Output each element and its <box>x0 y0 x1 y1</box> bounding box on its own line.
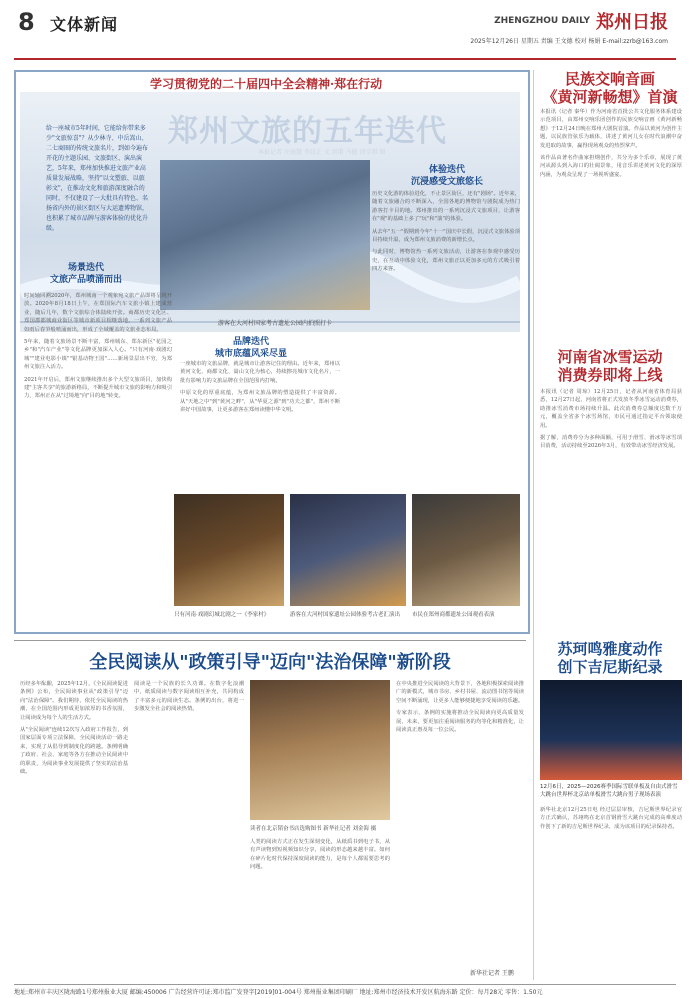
reading-col2: 阅读是一个民族的长久功课。在数字化浪潮中，纸质阅读与数字阅读相互补充，共同构成了丰富多元的阅读生态。条例的出台，将进一步激发全社会的阅读热情。 <box>134 681 244 713</box>
feature-col1-para: 5年来，随着文旅场景不断丰富，郑州城东、郑东新区"花园之乡"和"汽车产业"等文化品牌更加深入人心。"只有河南·戏剧幻城""建业电影小镇""银基动物王国"……新场景层出不穷，为郑州文旅注入活力。 <box>24 339 172 371</box>
feature-col3-para: 从去年"五一"假期到今年"十一"国庆中长假，沉浸式文旅体验项目持续升温，成为郑州文旅消费的新增长点。 <box>372 228 520 244</box>
feature-col1-para: 2021年开启后，郑州文旅继续推出多个大型文旅项目，加快构建"主客共享"的旅游新格局，不断提升城市文旅的影响力和吸引力，郑州正在从"过境地"向"目的地"转变。 <box>24 376 172 400</box>
reading-para: 从"全民阅读"连续12次写入政府工作报告，到国家层面专项立法保障，全民阅读活动一路走来，实现了从倡导到制度化的跨越。条例明确了政府、社会、家庭等各方在推动全民阅读中的职责，为阅读事业发展提供了坚实的法治基础。 <box>20 727 128 776</box>
side-text-para: 本报讯（记者 周琼）12月25日，记者从河南省体育局获悉，12月27日起，河南省将正式发放冬季冰雪运动消费券，助推冰雪消费市场持续升温。此次消费券总额度达数千万元，覆盖全省多个冰雪场馆，市民可通过指定平台领取使用。 <box>540 389 682 429</box>
feature-col1 <box>24 292 172 572</box>
side-photo-caption: 12月6日，2025—2026赛季国际雪联单板及自由式滑雪大跳台世界杯北京站单板滑雪大跳台男子现场表演 <box>540 784 678 798</box>
side-text-yellow-river <box>540 108 682 370</box>
reading-credit: 新华社记者 王鹏 <box>470 970 514 977</box>
paper-logo: 郑州日报 <box>596 12 668 33</box>
side-text-para: 据了解，消费券分为多种面额，可用于滑雪、滑冰等冰雪项目消费，活动持续至2026年3月，有效带动冰雪经济发展。 <box>540 435 682 450</box>
feature-banner: 学习贯彻党的二十届四中全会精神·郑在行动 <box>150 77 383 91</box>
reading-para: 历经多年酝酿，2025年12月，《全民阅读促进条例》公布，全民阅读事业从"政策引导"迈向"法治保障"。我们期待，依托全民阅读的热潮，在全国范围内形成更加浓厚的书香氛围，让阅读成为每个人的生活方式。 <box>20 681 128 721</box>
reading-photo-bookstore <box>250 680 390 820</box>
side-text-su-yiming: 新华社北京12月25日电 经过层层审核，吉尼斯世界纪录官方正式确认，苏翊鸣在北京首钢滑雪大跳台完成的高难度动作创下了新的吉尼斯世界纪录，成为该项目的纪录保持者。 <box>540 807 682 830</box>
feature-lead: 给一座城市5年时间，它能给你带来多少"文旅惊喜"？从少林寺、中岳嵩山、二七商圈的传统文旅名片，到如今遍布开花的主题乐园、文旅街区、演出演艺，5年来，郑州加快推进文旅产业高质量发展战略，坚持"以文塑旅、以旅彰文"，在推动文化和旅游深度融合的同时，不仅建设了一大批具有特色、名扬省内外的景区街区与大运遗博物馆，也积累了城市品牌与游客体验的优化升级。 <box>46 125 149 232</box>
header-rule <box>14 58 676 60</box>
side-text-ice-snow <box>540 388 682 644</box>
page-number: 8 <box>18 8 35 36</box>
side-text-para: 该作品由著名作曲家担纲创作，共分为多个乐章，展现了黄河从源头到入海口的壮阔景象，用音乐讲述黄河文化的深厚内涵，为观众呈现了一场视听盛宴。 <box>540 155 682 178</box>
paper-english-name: ZHENGZHOU DAILY <box>494 16 590 26</box>
photo-archaeology <box>290 494 406 606</box>
reading-col3: 人类的阅读方式正在发生深刻变化，从纸质书到电子书，从有声读物到短视频知识分享，阅读的形态越来越丰富。如何在碎片化时代保持深度阅读的能力，是每个人都需要思考的问题。 <box>250 839 390 871</box>
reading-photo-caption: 读者在北京韬奋书店选购图书 新华社记者 刘金海 摄 <box>250 826 377 832</box>
side-photo-snowboard <box>540 680 682 780</box>
side-title-su-yiming: 苏珂鸣雅度动作 创下吉尼斯纪录 <box>557 640 663 676</box>
sub-head-scene: 场景迭代 文旅产品喷涌而出 <box>49 263 122 285</box>
reading-headline: 全民阅读从"政策引导"迈向"法治保障"新阶段 <box>89 652 451 673</box>
section-title: 文体新闻 <box>50 15 119 34</box>
caption-drama: 只有河南·戏剧幻城北剧之一《李家村》 <box>174 612 270 618</box>
photo-ruins-park <box>412 494 520 606</box>
reading-col4 <box>396 680 524 966</box>
photo-drama <box>174 494 284 606</box>
feature-col3-para: 与此同时，博物馆热一系列文旅活动，让游客在参观中感受历史，在互动中体验文化，郑州文旅正以更加多元的方式吸引着四方来客。 <box>372 249 520 273</box>
reading-col1 <box>20 680 128 978</box>
side-title-ice-snow: 河南省冰雪运动 消费券即将上线 <box>557 348 663 384</box>
reading-para: 在中央推进全民阅读的大背景下，各地积极探索阅读推广的新模式，城市书房、乡村书屋、流动图书馆等阅读空间不断涌现，让更多人能够便捷地享受阅读的乐趣。 <box>396 681 524 704</box>
column-divider <box>533 70 534 980</box>
side-text-para: 本报讯（记者 秦华）作为河南省首批公共文化服务体系建设示范项目，由郑州交响乐团创作的民族交响音画《黄河新畅想》于12月24日晚在郑州大剧院首演。作品以黄河为创作主题，以民族管弦乐为载体，讲述了黄河儿女在时代浪潮中奋发进取的故事，赢得现场观众的热烈掌声。 <box>540 109 682 149</box>
footer: 地址:郑州市丰庆区陇海路1号郑州报业大厦 邮编:450006 广告经营许可证:郑市监广发登字[2019]01-004号 郑州报业集团印刷厂 地址:郑州市经济技术开发区航海东路 定价：每月28元 零售：1.50元 <box>14 984 676 996</box>
feature-col2-para: 一座城市的文旅品牌，就是城市让游客记住的理由。近年来，郑州以黄河文化、商都文化、嵩山文化为核心，持续擦亮城市文化名片，一批有影响力的文旅品牌在全国范围内打响。 <box>180 361 340 384</box>
caption-ruins-park: 市民在郑州商都遗址公园观看表演 <box>412 612 495 618</box>
feature-main-photo <box>160 160 370 310</box>
dateline: 2025年12月26日 星期五 责编 王文德 校对 杨娟 E-mail:zzrb@163.com <box>470 38 668 45</box>
section-divider <box>14 640 526 641</box>
masthead <box>470 8 668 45</box>
sub-head-brand: 品牌迭代 城市底蕴风采尽显 <box>214 337 287 359</box>
side-title-yellow-river: 民族交响音画 《黄河新畅想》首演 <box>542 70 678 106</box>
caption-archaeology: 游客在大河村国家遗址公园体验考古老汇演出 <box>290 612 401 618</box>
feature-col2-para: 中原文化的厚重底蕴，为郑州文旅品牌的塑造提供了丰富资源。从"天地之中"到"黄河之畔"，从"华夏之源"到"功夫之都"，郑州不断讲好中国故事，让更多游客在郑州读懂中华文明。 <box>180 390 340 414</box>
reading-para: 专家表示，条例的实施将推动全民阅读向更高质量发展，未来，要更加注重阅读服务的均等化和精准化，让阅读真正惠及每一位公民。 <box>396 710 524 734</box>
sub-head-experience: 体验迭代 沉浸感受文旅悠长 <box>410 165 483 187</box>
feature-col3-para: 历史文化游的体验进化，不止景区街区，还有"剧场"。近年来，随着文旅融合的不断深入，全国各地的博物馆与剧院成为热门游客打卡目的地。郑州推出的一系列沉浸式文旅项目，让游客在"观"的基础上多了"玩"和"演"的体验。 <box>372 191 520 223</box>
feature-col1-para: 时间轴回溯2020年，郑州城南一个观象宛文旅产品即将呈现开放。2020年8月18日上午，在郑国际汽车文旅小镇上建成营业，随后几年，数个文旅综合体陆续开张。商都历史文化区、郑国郡都城商业街区等城市新项目相继落地，一系列文旅产品如雨后春笋般喷涌而出，形成了全域覆盖的文旅业态布局。 <box>24 293 172 333</box>
feature-photo-caption: 游客在大河村国家考古遗址公园内拍照打卡 <box>218 320 333 327</box>
